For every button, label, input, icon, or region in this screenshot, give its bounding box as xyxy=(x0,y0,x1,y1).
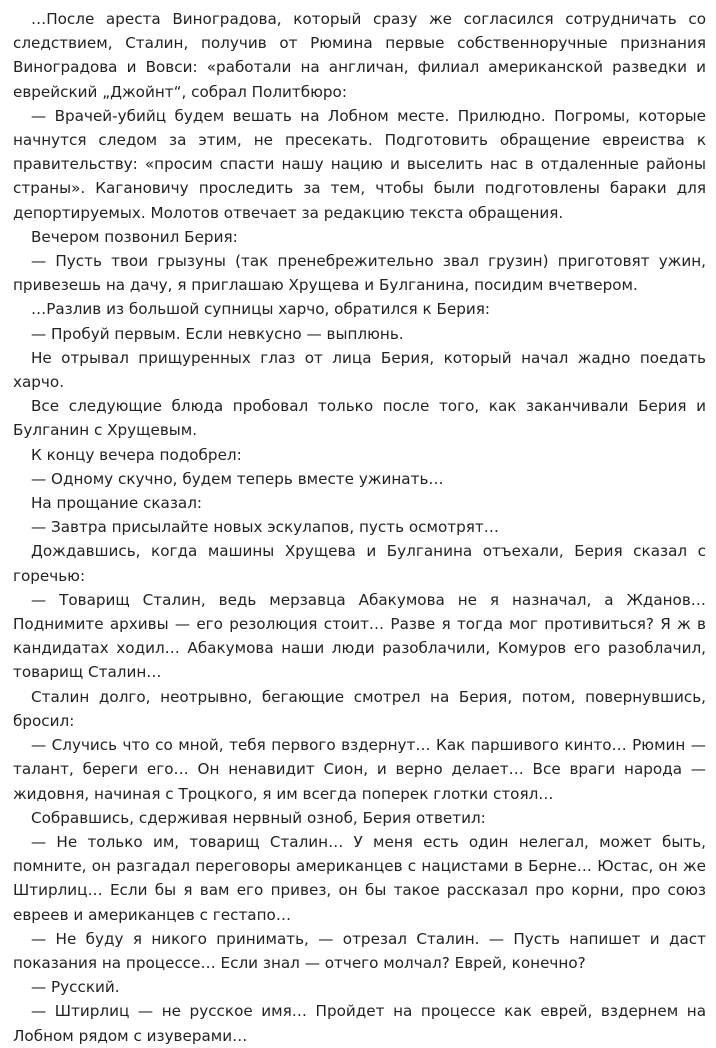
paragraph: — Врачей-убийц будем вешать на Лобном месте. Прилюдно. Погромы, которые начнутся следом за этим, не пресекать. Подготовить обращение евреиства к правительству: «просим спасти нашу нацию и выселить нас в отдаленные районы страны». Кагановичу проследить за тем, чтобы были подготовлены бараки для депортируемых. Молотов отвечает за редакцию текста обращения. xyxy=(13,106,706,222)
paragraph: Все следующие блюда пробовал только после того, как заканчивали Берия и Булганин с Хрущевым. xyxy=(13,397,706,440)
paragraph: — Товарищ Сталин, ведь мерзавца Абакумова не я назначал, а Жданов… Поднимите архивы — его резолюция стоит… Разве я тогда мог противиться? Я ж в кандидатах ходил… Абакумова наши люди разоблачили, Комуров его разоблачил, товарищ Сталин… xyxy=(13,590,706,682)
paragraph: Не отрывал прищуренных глаз от лица Берия, который начал жадно поедать харчо. xyxy=(13,348,706,392)
paragraph: — Не буду я никого принимать, — отрезал Сталин. — Пусть напишет и даст показания на процессе… Если знал — отчего молчал? Еврей, конечно? xyxy=(13,929,706,972)
paragraph: — Одному скучно, будем теперь вместе ужинать… xyxy=(31,469,444,488)
paragraph: — Штирлиц — не русское имя… Пройдет на процессе как еврей, вздернем на Лобном рядом с изуверами… xyxy=(13,1002,706,1045)
paragraph: — Русский. xyxy=(31,978,120,997)
paragraph: …После ареста Виноградова, который сразу же согласился сотрудничать со следствием, Сталин, получив от Рюмина первые собственноручные признания Виноградова и Вовси: «работали на англичан, филиал американской разведки и еврейский „Джойнт“, собрал Политбюро: xyxy=(13,10,706,101)
paragraph: …Разлив из большой супницы харчо, обратился к Берия: xyxy=(31,300,491,319)
paragraph: — Пробуй первым. Если невкусно — выплюнь. xyxy=(31,324,404,343)
paragraph: — Пусть твои грызуны (так пренебрежительно звал грузин) приготовят ужин, привезешь на дачу, я приглашаю Хрущева и Булганина, посидим вчетвером. xyxy=(13,252,706,295)
paragraph: На прощание сказал: xyxy=(31,494,203,513)
paragraph: Вечером позвонил Берия: xyxy=(31,227,238,246)
paragraph: Собравшись, сдерживая нервный озноб, Берия ответил: xyxy=(31,808,486,827)
paragraph: К концу вечера подобрел: xyxy=(31,445,242,464)
paragraph: Сталин долго, неотрывно, бегающие смотрел на Берия, потом, повернувшись, бросил: xyxy=(13,687,706,730)
paragraph: — Завтра присылайте новых эскулапов, пусть осмотрят… xyxy=(31,518,499,537)
paragraph: Дождавшись, когда машины Хрущева и Булганина отъехали, Берия сказал с горечью: xyxy=(13,542,706,585)
paragraph: — Случись что со мной, тебя первого вздернут… Как паршивого кинто… Рюмин — талант, береги его… Он ненавидит Сион, и верно делает… Все враги народа — жидовня, начиная с Троцкого, я им всегда поперек глотки стоял… xyxy=(13,736,706,803)
paragraph: — Не только им, товарищ Сталин… У меня есть один нелегал, может быть, помните, он разгадал переговоры американцев с нацистами в Берне… Юстас, он же Штирлиц… Если бы я вам его привез, он бы такое рассказал про корни, про союз евреев и американцев с гестапо… xyxy=(13,832,706,924)
